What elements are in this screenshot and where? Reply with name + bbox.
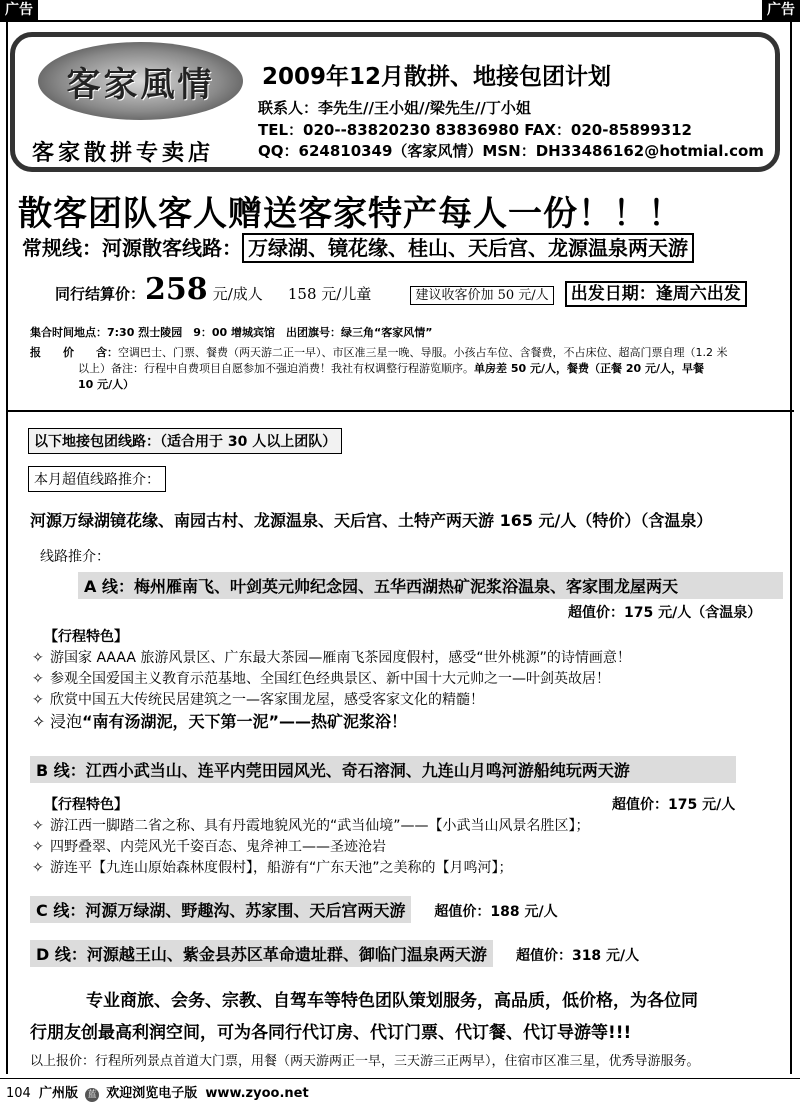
list-item: ✧ 四野叠翠、内莞风光千姿百态、鬼斧神工——圣迹沧岩	[32, 837, 590, 858]
ad-label-right: 广告	[762, 0, 800, 20]
ad-label-left: 广告	[0, 0, 38, 20]
footnote: 以上报价：行程所列景点首道大门票，用餐（两天游两正一早，三天游三正两早），住宿市区准三星，优秀导游服务。	[30, 1054, 700, 1069]
price-includes-text2a: 以上）备注：行程中自费项目自愿参加不强迫消费！我社有权调整行程游览顺序。	[78, 362, 474, 375]
page-number: 104	[6, 1086, 31, 1101]
diamond-icon: ✧	[32, 671, 44, 687]
list-item: ✧ 游国家 AAAA 旅游风景区、广东最大茶园—雁南飞茶园度假村，感受“世外桃源”的诗情画意！	[32, 648, 631, 669]
services-line1: 专业商旅、会务、宗教、自驾车等特色团队策划服务，高品质，低价格，为各位同	[86, 991, 698, 1011]
plan-title: 2009年12月散拼、地接包团计划	[262, 64, 612, 90]
line-b-price: 超值价：175 元/人	[612, 797, 736, 813]
list-item: ✧ 参观全国爱国主义教育示范基地、全国红色经典景区、新中国十大元帅之一—叶剑英故居！	[32, 669, 631, 690]
price-row	[55, 272, 747, 307]
promo-banner: 散客团队客人赠送客家特产每人一份！！！	[18, 194, 683, 234]
edition: 广州版	[38, 1086, 78, 1101]
line-a-feature-label: 【行程特色】	[44, 629, 128, 645]
list-item: ✧ 游连平【九连山原始森林度假村】，船游有“广东天池”之美称的【月鸣河】；	[32, 858, 590, 879]
regular-label: 常规线：河源散客线路：	[22, 236, 242, 260]
list-item: ✧ 游江西一脚踏二省之称、具有丹霞地貌风光的“武当仙境”——【小武当山风景名胜区】；	[32, 816, 590, 837]
contacts-line	[258, 97, 531, 118]
footer	[0, 1078, 800, 1101]
contacts-names: 李先生//王小姐//梁先生//丁小姐	[318, 99, 531, 117]
list-item: ✧ 欣赏中国五大传统民居建筑之一—客家围龙屋，感受客家文化的精髓！	[32, 690, 631, 711]
regular-route-box: 万绿湖、镜花缘、桂山、天后宫、龙源温泉两天游	[242, 233, 694, 263]
adult-price: 258	[145, 272, 208, 307]
price-includes-text3: 10 元/人）	[78, 378, 135, 391]
store-name: 客家散拼专卖店	[32, 140, 215, 166]
list-item: ✧ 浸泡“南有汤湖泥，天下第一泥”——热矿泥浆浴！	[32, 712, 408, 731]
top-bar	[0, 0, 800, 22]
services-line2: 行朋友创最高利润空间，可为各同行代订房、代订门票、代订餐、代订导游等!!!	[30, 1023, 632, 1043]
diamond-icon: ✧	[32, 839, 44, 855]
meeting-info: 集合时间地点：7:30 烈士陵园 9：00 增城宾馆 出团旗号：绿三角“客家风情”	[30, 326, 433, 339]
line-d-price: 超值价：318 元/人	[515, 948, 640, 964]
line-c-price: 超值价：188 元/人	[434, 904, 558, 920]
price-includes-text2b: 单房差 50 元/人，餐费（正餐 20 元/人，早餐	[474, 362, 704, 375]
line-a-features	[32, 648, 631, 732]
price-includes-label: 报 价 含：	[30, 346, 118, 359]
line-d-title: D 线：河源越王山、紫金县苏区革命遗址群、御临门温泉两天游	[30, 940, 493, 967]
logo	[38, 42, 243, 120]
line-b-features	[32, 816, 590, 879]
monthly-label: 本月超值线路推介：	[28, 466, 166, 492]
diamond-icon: ✧	[32, 692, 44, 708]
line-c-title: C 线：河源万绿湖、野趣沟、苏家围、天后宫两天游	[30, 896, 411, 923]
qq-line: QQ：624810349（客家风情）MSN：DH33486162@hotmial.com	[258, 142, 764, 160]
special-route: 河源万绿湖镜花缘、南园古村、龙源温泉、天后宫、土特产两天游 165 元/人（特价）（含温泉）	[30, 511, 713, 530]
regular-route	[22, 232, 694, 261]
price-includes	[30, 345, 786, 393]
adult-unit: 元/成人	[212, 285, 263, 303]
line-b-feature-label: 【行程特色】	[44, 797, 128, 813]
price-label: 同行结算价：	[55, 285, 146, 303]
line-a-title: A 线：梅州雁南飞、叶剑英元帅纪念园、五华西湖热矿泥浆浴温泉、客家围龙屋两天	[78, 572, 783, 599]
section-divider	[6, 410, 794, 412]
contacts-label: 联系人：	[258, 99, 319, 117]
diamond-icon: ✧	[32, 712, 46, 731]
line-b-title: B 线：江西小武当山、连平内莞田园风光、奇石溶洞、九连山月鸣河游船纯玩两天游	[30, 756, 736, 783]
depart-date: 出发日期：逢周六出发	[565, 281, 747, 307]
line-d	[30, 940, 639, 967]
site-link[interactable]: www.zyoo.net	[205, 1086, 309, 1101]
diamond-icon: ✧	[32, 650, 44, 666]
logo-text: 客家風情	[66, 64, 215, 105]
slogan: 欢迎浏览电子版	[106, 1086, 198, 1101]
child-price: 158 元/儿童	[287, 285, 372, 303]
recommend-label: 线路推介：	[40, 549, 110, 565]
price-includes-text1: 空调巴士、门票、餐费（两天游二正一早）、市区准三星一晚、导服。小孩占车位、含餐费，不占床位、超高门票自理（1.2 米	[118, 346, 728, 359]
diamond-icon: ✧	[32, 860, 44, 876]
monthly-box	[28, 466, 166, 492]
suggest-price: 建议收客价加 50 元/人	[410, 286, 553, 305]
diamond-icon: ✧	[32, 818, 44, 834]
tel-line: TEL：020--83820230 83836980 FAX：020-85899312	[258, 121, 692, 139]
edition-badge-icon: 蓝	[85, 1088, 99, 1102]
local-title: 以下地接包团线路：（适合用于 30 人以上团队）	[28, 428, 342, 454]
local-title-box	[28, 428, 342, 454]
line-a-price: 超值价：175 元/人（含温泉）	[568, 605, 762, 621]
line-c	[30, 896, 558, 923]
